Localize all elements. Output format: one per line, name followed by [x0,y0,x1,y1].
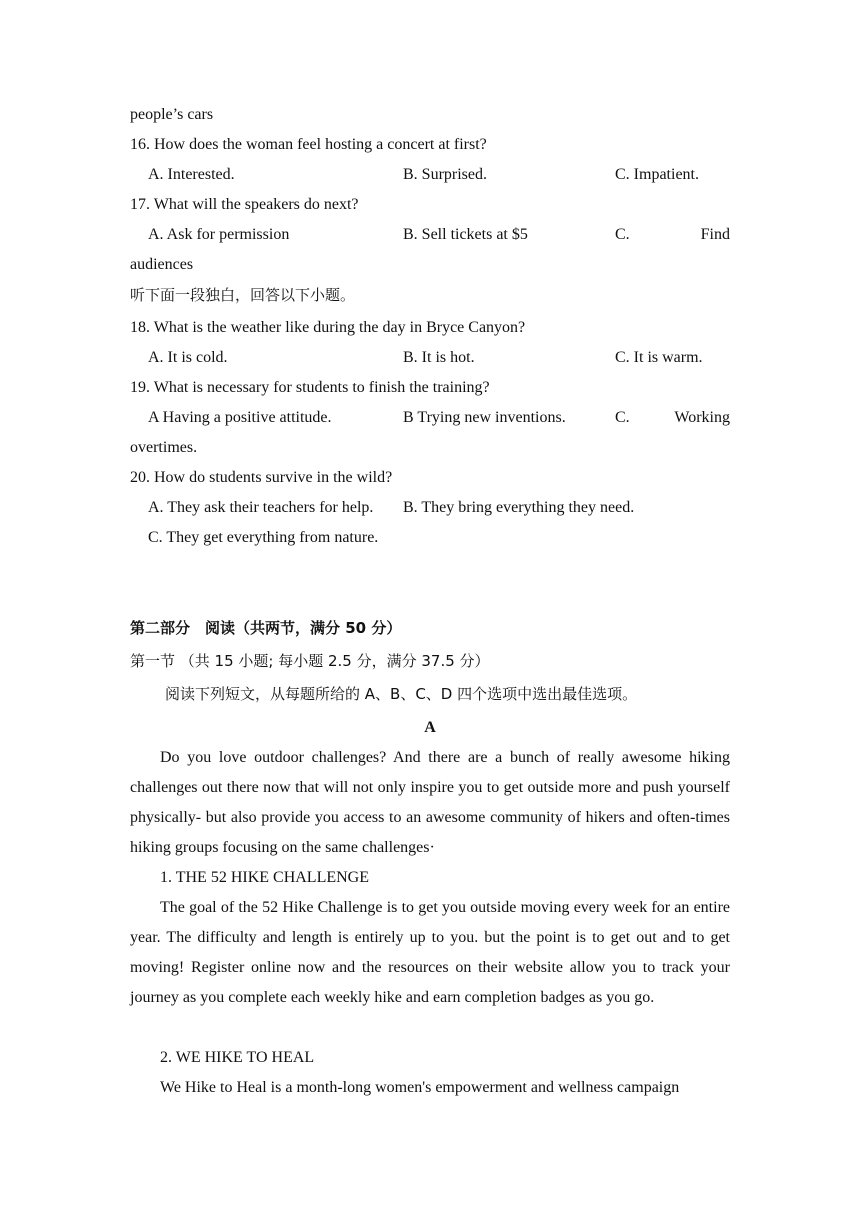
passage-label: A [424,719,436,736]
option-c [615,403,730,433]
reading-instruction: 阅读下列短文，从每题所给的 A、B、C、D 四个选项中选出最佳选项。 [165,685,638,703]
option-a: A Having a positive attitude. [148,409,332,426]
passage-paragraph-3: We Hike to Heal is a month-long women's empowerment and wellness campaign [160,1079,680,1096]
passage-paragraph-1: Do you love outdoor challenges? And there are a bunch of really awesome hiking challenges out there now that will not only inspire you to get outside more and push yourself physically- but also provide you access to an awesome community of hikers and often-times hiking groups focusing on the same challenges· [130,749,730,856]
option-c: C. Impatient. [615,166,699,183]
question-19-stem: 19. What is necessary for students to finish the training? [130,379,490,396]
passage-heading-1: 1. THE 52 HIKE CHALLENGE [160,869,370,886]
option-a: A. Ask for permission [148,226,290,243]
passage-paragraph-2: The goal of the 52 Hike Challenge is to get you outside moving every week for an entire year. The difficulty and length is entirely up to you. but the point is to get out and to get moving! Register online now and the resources on their website allow you to track your journey as you complete each weekly hike and earn completion badges as you go. [130,899,730,1006]
option-c: C. It is warm. [615,349,703,366]
question-20-stem: 20. How do students survive in the wild? [130,469,393,486]
option-c [615,220,730,250]
option-b: B Trying new inventions. [403,409,566,426]
option-a: A. They ask their teachers for help. [148,499,374,516]
option-c-letter: C. [615,226,630,243]
option-b: B. It is hot. [403,349,475,366]
option-b: B. Sell tickets at $5 [403,226,528,243]
option-c-wrap: overtimes. [130,439,198,456]
option-b: B. They bring everything they need. [403,499,635,516]
question-16-stem: 16. How does the woman feel hosting a concert at first? [130,136,487,153]
option-a: A. Interested. [148,166,235,183]
section-instruction: 听下面一段独白，回答以下小题。 [130,286,356,304]
option-c-word: Find [700,226,730,243]
part-title: 第二部分 阅读（共两节，满分 50 分） [130,619,402,637]
section-title: 第一节 （共 15 小题; 每小题 2.5 分，满分 37.5 分） [130,652,490,670]
option-c-letter: C. [615,409,630,426]
question-17-stem: 17. What will the speakers do next? [130,196,359,213]
continued-line: people’s cars [130,106,214,123]
option-c-word: Working [674,409,730,426]
option-a: A. It is cold. [148,349,228,366]
option-b: B. Surprised. [403,166,487,183]
option-c: C. They get everything from nature. [148,529,379,546]
option-c-wrap: audiences [130,256,194,273]
passage-heading-2: 2. WE HIKE TO HEAL [160,1049,315,1066]
question-18-stem: 18. What is the weather like during the day in Bryce Canyon? [130,319,526,336]
